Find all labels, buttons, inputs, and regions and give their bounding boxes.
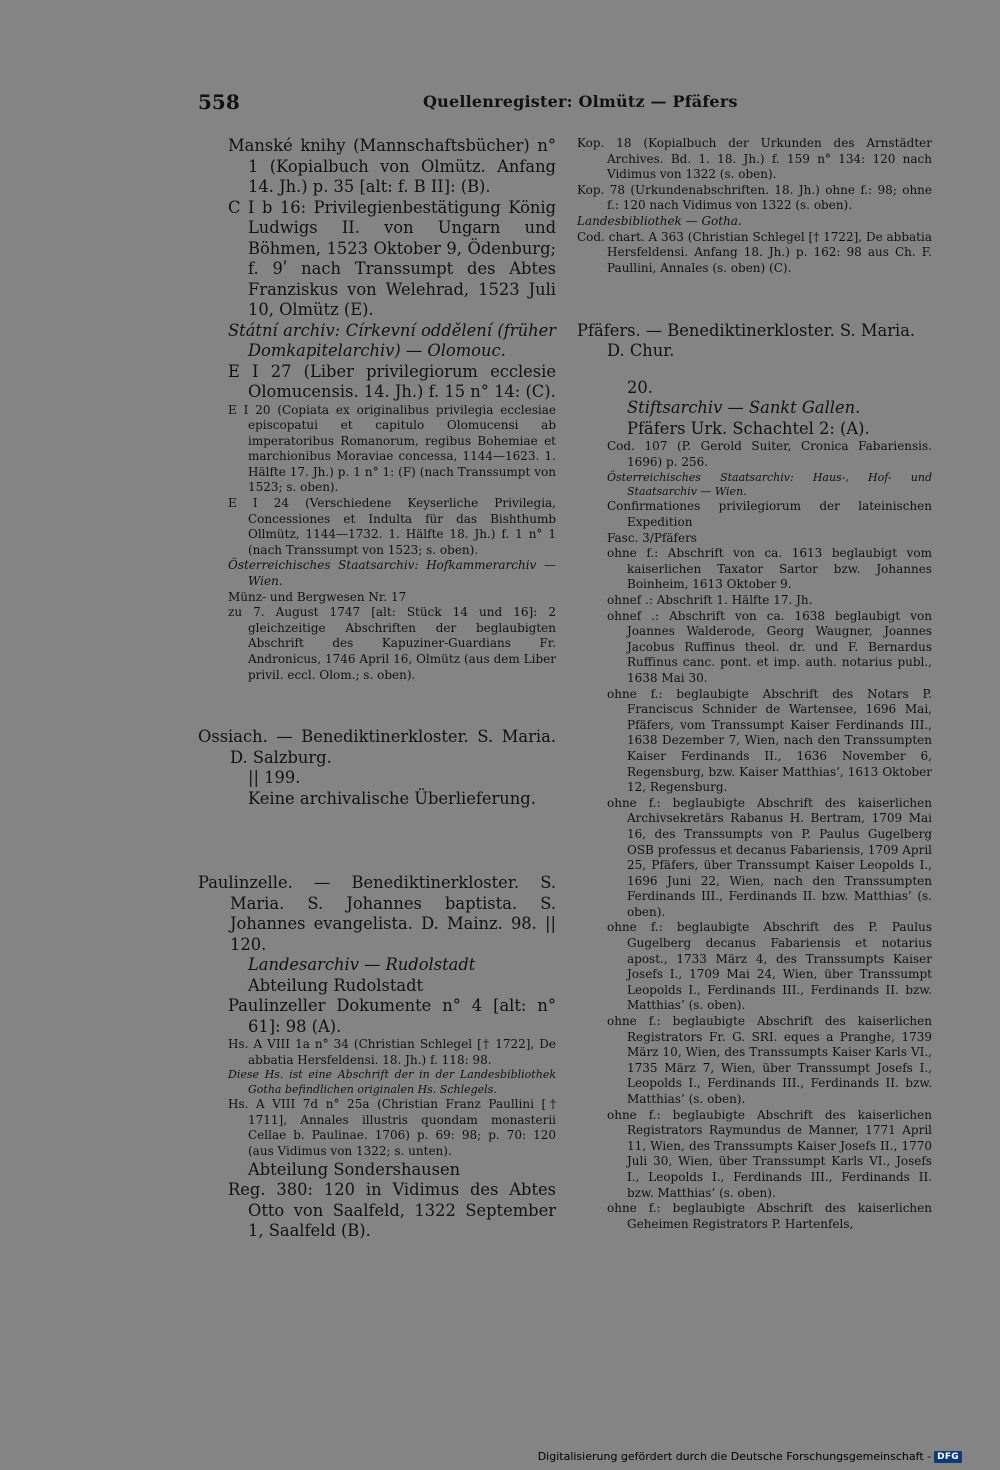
register-entry: Kop. 78 (Urkundenabschriften. 18. Jh.) ohne f.: 98; ohne f.: 120 nach Vidimus von 1322 (s. oben). (577, 182, 932, 213)
register-entry: Hs. A VIII 7d n° 25a (Christian Franz Paullini [† 1711], Annales illustris quondam monasterii Cellae b. Paulinae. 1706) p. 69: 98; p. 70: 120 (aus Vidimus von 1322; s. unten). (228, 1097, 556, 1158)
running-head: Quellenregister: Olmütz — Pfäfers (423, 92, 738, 111)
register-entry: Landesarchiv — Rudolstadt (248, 955, 476, 975)
register-entry: ohne f.: beglaubigte Abschrift des kaiserlichen Registrators Fr. G. SRI. eques a Pranghe, 1739 März 10, Wien, des Transsumpts Kaiser Karls VI., 1735 März 7, Wien, über Transsumpt Josefs I., Leopolds I., Ferdinands III., Ferdinands II. bzw. Matthias’ (s. oben). (607, 1014, 932, 1106)
register-entry: Hs. A VIII 1a n° 34 (Christian Schlegel [† 1722], De abbatia Hersfeldensi. 18. Jh.) f. 118: 98. (228, 1037, 556, 1067)
spacer (577, 292, 932, 304)
register-entry: Landesbibliothek — Gotha. (577, 213, 742, 228)
register-entry: Österreichisches Staatsarchiv: Haus-, Hof- und Staatsarchiv — Wien. (607, 470, 932, 499)
register-entry: Cod. 107 (P. Gerold Suiter, Cronica Fabariensis. 1696) p. 256. (607, 439, 932, 470)
footer-credit-text: Digitalisierung gefördert durch die Deutsche Forschungsgemeinschaft - (537, 1450, 932, 1463)
register-entry: Ossiach. — Benediktinerkloster. S. Maria. D. Salzburg. (198, 727, 556, 767)
right-column (577, 136, 932, 1232)
left-column (198, 136, 556, 1242)
register-entry: Kop. 18 (Kopialbuch der Urkunden des Arnstädter Archives. Bd. 1. 18. Jh.) f. 159 n° 134: 120 nach Vidimus von 1322 (s. oben). (577, 136, 932, 182)
register-entry: Paulinzeller Dokumente n° 4 [alt: n° 61]: 98 (A). (228, 996, 556, 1036)
register-entry: Státní archiv: Církevní oddělení (früher Domkapitelarchiv) — Olomouc. (228, 320, 556, 360)
spacer (198, 825, 556, 857)
register-entry: E I 27 (Liber privilegiorum ecclesie Olomucensis. 14. Jh.) f. 15 n° 14: (C). (228, 361, 556, 401)
register-entry: Münz- und Bergwesen Nr. 17 (228, 589, 407, 604)
register-entry: Paulinzelle. — Benediktinerkloster. S. Maria. S. Johannes baptista. S. Johannes evangelista. D. Mainz. 98. || 120. (198, 873, 556, 954)
register-entry: Fasc. 3/Pfäfers (607, 530, 697, 545)
register-entry: Abteilung Rudolstadt (248, 975, 424, 995)
register-entry: || 199. (248, 768, 301, 788)
register-entry: ohne f.: beglaubigte Abschrift des Notars P. Franciscus Schnider de Wartensee, 1696 Mai, Pfäfers, vom Transsumpt Kaiser Ferdinands III., 1638 Dezember 7, Wien, nach den Transsumpten Kaiser Ferdinands II., 1636 November 6, Regensburg, bzw. Kaiser Matthias’, 1613 Oktober 12, Regensburg. (607, 686, 932, 795)
register-entry: 20. (627, 377, 653, 397)
register-entry: Stiftsarchiv — Sankt Gallen. (627, 398, 861, 418)
register-entry: ohne f.: beglaubigte Abschrift des kaiserlichen Geheimen Registrators P. Hartenfels, (607, 1201, 932, 1231)
register-entry: Manské knihy (Mannschaftsbücher) n° 1 (Kopialbuch von Olmütz. Anfang 14. Jh.) p. 35 [alt: f. B II]: (B). (228, 136, 556, 196)
register-entry: ohnef .: Abschrift 1. Hälfte 17. Jh. (607, 593, 813, 607)
register-entry: Diese Hs. ist eine Abschrift der in der Landesbibliothek Gotha befindlichen originalen Hs. Schlegels. (228, 1068, 556, 1096)
register-entry: Reg. 380: 120 in Vidimus des Abtes Otto von Saalfeld, 1322 September 1, Saalfeld (B). (228, 1180, 556, 1241)
register-entry: Pfäfers Urk. Schachtel 2: (A). (627, 418, 870, 438)
register-entry: Confirmationes privilegiorum der lateinischen Expedition (607, 499, 932, 530)
footer-credit (538, 1450, 962, 1463)
register-entry: ohne f.: beglaubigte Abschrift des kaiserlichen Registrators Raymundus de Manner, 1771 April 11, Wien, des Transsumpts Kaiser Josefs II., 1770 Juli 30, Wien, über Transsumpt Karls VI., Josefs I., Leopolds I., Ferdinands III., Ferdinands II. bzw. Matthias’ (s. oben). (607, 1107, 932, 1200)
register-entry: E I 20 (Copiata ex originalibus privilegia ecclesiae episcopatui et capitulo Olomucensi ab imperatoribus Romanorum, regibus Bohemiae et marchionibus Moraviae concessa, 1144—1623. 1. Hälfte 17. Jh.) p. 1 n° 1: (F) (nach Transsumpt von 1523; s. oben). (228, 402, 556, 495)
register-entry: ohne f.: beglaubigte Abschrift des kaiserlichen Archivsekretärs Rabanus H. Bertram, 1709 Mai 16, des Transsumpts von P. Paulus Gugelberg OSB professus et decanus Fabariensis, 1709 April 25, Pfäfers, über Transsumpt Kaiser Leopolds I., 1696 Juni 22, Wien, nach den Transsumpten Ferdinands III., Ferdinands II. bzw. Matthias’ (s. oben). (607, 795, 932, 919)
register-entry: ohne f.: Abschrift von ca. 1613 beglaubigt vom kaiserlichen Taxator Sartor bzw. Johannes Boinheim, 1613 Oktober 9. (607, 546, 932, 592)
register-entry: E I 24 (Verschiedene Keyserliche Privilegia, Concessiones et Indulta für das Bishthumb Ollmütz, 1144—1732. 1. Hälfte 18. Jh.) f. 1 n° 1 (nach Transsumpt von 1523; s. oben). (228, 496, 556, 557)
register-entry: Cod. chart. A 363 (Christian Schlegel [† 1722], De abbatia Hersfeldensi. Anfang 18. Jh.) p. 162: 98 aus Ch. F. Paullini, Annales (s. oben) (C). (577, 229, 932, 275)
register-entry: C I b 16: Privilegienbestätigung König Ludwigs II. von Ungarn und Böhmen, 1523 Oktober 9, Ödenburg; f. 9ʹ nach Transsumpt des Abtes Franziskus von Welehrad, 1523 Juli 10, Olmütz (E). (228, 197, 556, 319)
register-entry: Abteilung Sondershausen (248, 1159, 461, 1179)
register-entry: ohnef .: Abschrift von ca. 1638 beglaubigt von Joannes Walderode, Georg Waugner, Joannes Jacobus Ruffinus theol. dr. und F. Bernardus Ruffinus canc. pont. et imp. auth. notarius publ., 1638 Mai 30. (607, 608, 932, 685)
register-entry: ohne f.: beglaubigte Abschrift des P. Paulus Gugelberg decanus Fabariensis et notarius apost., 1733 März 4, des Transsumpts Kaiser Josefs I., 1709 Mai 24, Wien, über Transsumpt Leopolds I., Ferdinands III., Ferdinands II. bzw. Matthias’ (s. oben). (607, 920, 932, 1013)
register-entry: zu 7. August 1747 [alt: Stück 14 und 16]: 2 gleichzeitige Abschriften der beglaubigten Abschrift des Kapuziner-Guardians Fr. Andronicus, 1746 April 16, Olmütz (aus dem Liber privil. eccl. Olom.; s. oben). (228, 605, 556, 682)
dfg-logo: DFG (934, 1451, 962, 1463)
page-number: 558 (198, 90, 240, 114)
register-entry: Keine archivalische Überlieferung. (248, 788, 536, 808)
spacer (198, 699, 556, 711)
register-entry: Österreichisches Staatsarchiv: Hofkammerarchiv — Wien. (228, 558, 556, 589)
register-entry: Pfäfers. — Benediktinerkloster. S. Maria. D. Chur. (577, 320, 916, 361)
